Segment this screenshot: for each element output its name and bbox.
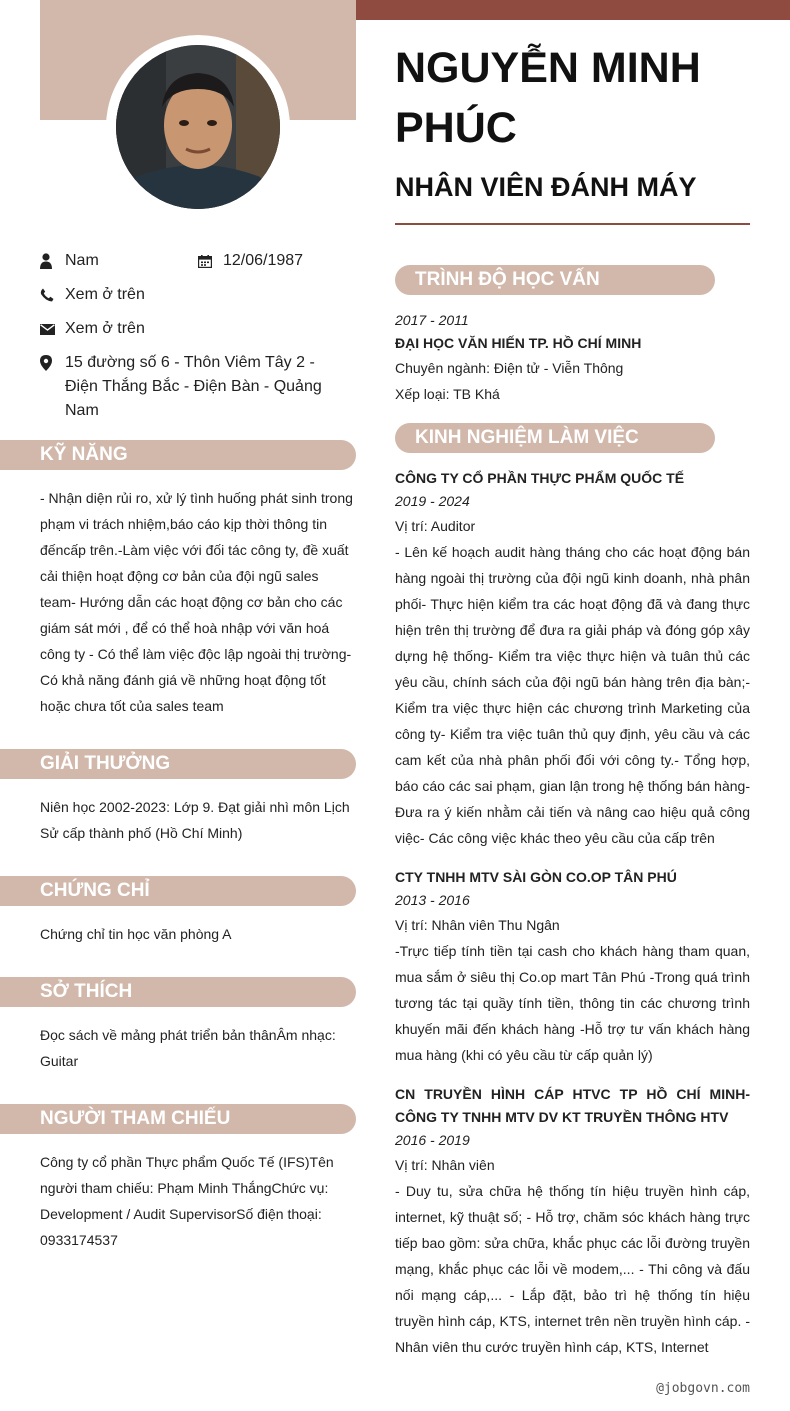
candidate-name: NGUYỄN MINH PHÚC: [395, 44, 701, 152]
email-row: [40, 317, 145, 341]
avatar: [106, 35, 290, 219]
job-period: 2019 - 2024: [395, 493, 470, 509]
top-accent-bar: [356, 0, 790, 20]
job-company: CÔNG TY CỔ PHẦN THỰC PHẨM QUỐC TẾ: [395, 470, 685, 486]
birthdate-value: 12/06/1987: [223, 252, 304, 269]
job-description: - Lên kế hoạch audit hàng tháng cho các hoạt động bán hàng ngoài thị trường của đội ngũ kinh doanh, nhà phân phối- Thực hiện kiểm tra các hoạt động đã và đang thực hiện trên thị trường để đưa ra giải pháp và đóng góp xây dựng hệ thống- Kiểm tra việc thực hiện và tuân thủ các yêu cầu, chính sách của đội ngũ bán hàng trên địa bàn;- Kiểm tra việc thực hiện các chương trình Marketing của công ty- Kiểm tra việc tuân thủ quy định, yêu cầu và các cam kết của nhà phân phối đối với công ty.- Tổng hợp, báo cáo các sai phạm, gian lận trong hệ thống bán hàng- Đưa ra ý kiến nhằm cải tiến và nâng cao hiệu quả công việc- Các công việc khác theo yêu cầu của cấp trên: [395, 544, 750, 846]
job-title: NHÂN VIÊN ĐÁNH MÁY: [395, 172, 697, 202]
phone-value: Xem ở trên: [65, 286, 145, 303]
job-company: CN TRUYỀN HÌNH CÁP HTVC TP HỒ CHÍ MINH- CÔNG TY TNHH MTV DV KT TRUYỀN THÔNG HTV: [395, 1086, 750, 1125]
location-icon: [40, 351, 65, 375]
references-text: Công ty cổ phần Thực phẩm Quốc Tế (IFS)Tên người tham chiếu: Phạm Minh ThắngChức vụ: Development / Audit SupervisorSố điện thoại: 0933174537: [40, 1154, 334, 1248]
education-grade: Xếp loại: TB Khá: [395, 386, 500, 402]
job-company: CTY TNHH MTV SÀI GÒN CO.OP TÂN PHÚ: [395, 869, 677, 885]
education-heading: TRÌNH ĐỘ HỌC VẤN: [395, 265, 715, 295]
hobbies-text: Đọc sách về mảng phát triển bản thânÂm nhạc: Guitar: [40, 1027, 336, 1069]
phone-row: [40, 283, 145, 307]
job-entry: [395, 467, 750, 851]
gender-row: [40, 249, 99, 273]
mail-icon: [40, 317, 65, 341]
certificates-text: Chứng chỉ tin học văn phòng A: [40, 926, 232, 942]
skills-heading: KỸ NĂNG: [0, 440, 356, 470]
job-position: Vị trí: Nhân viên: [395, 1157, 495, 1173]
job-period: 2013 - 2016: [395, 892, 470, 908]
job-entry: [395, 1083, 750, 1360]
address-value: 15 đường số 6 - Thôn Viêm Tây 2 - Điện Thắng Bắc - Điện Bàn - Quảng Nam: [65, 354, 322, 419]
job-position: Vị trí: Nhân viên Thu Ngân: [395, 917, 560, 933]
skills-text: - Nhận diện rủi ro, xử lý tình huống phát sinh trong phạm vi trách nhiệm,báo cáo kịp thời thông tin đếncấp trên.-Làm việc với đối tác công ty, đề xuất cải thiện hoạt động cơ bản của đội ngũ sales team- Hướng dẫn các hoạt động cơ bản cho các giám sát mới , để có thể hoà nhập với văn hoá công ty - Có thể làm việc độc lập ngoài thị trường-Có khả năng đánh giá về những hoạt động tốt hoặc chưa tốt của sales team: [40, 490, 353, 714]
job-description: -Trực tiếp tính tiền tại cash cho khách hàng tham quan, mua sắm ở siêu thị Co.op mart Tân Phú -Trong quá trình tương tác tại quầy tính tiền, thông tin các chương trình khuyến mãi đến khách hàng -Hỗ trợ tư vấn khách hàng mua hàng (khi có yêu cầu từ cấp quản lý): [395, 943, 750, 1063]
birthdate-row: [198, 249, 303, 273]
awards-heading: GIẢI THƯỞNG: [0, 749, 356, 779]
job-description: - Duy tu, sửa chữa hệ thống tín hiệu truyền hình cáp, internet, kỹ thuật số; - Hỗ trợ, chăm sóc khách hàng trực tiếp bao gồm: sửa chữa, khắc phục các lỗi đường truyền mạng, khắc phục các lỗi về modem,... - Thi công và đấu nối mạng cáp,... - Lắp đặt, bảo trì hệ thống tín hiệu truyền hình cáp, KTS, internet trên nền truyền hình cáp. - Nhân viên thu cước truyền hình cáp, KTS, Internet: [395, 1183, 750, 1355]
title-divider: [395, 223, 750, 225]
address-row: [40, 351, 340, 423]
profile-photo-illustration: [116, 45, 280, 209]
profile-photo: [116, 45, 280, 209]
experience-heading: KINH NGHIỆM LÀM VIỆC: [395, 423, 715, 453]
education-period: 2017 - 2011: [395, 312, 469, 328]
person-icon: [40, 249, 65, 273]
job-entry: [395, 866, 750, 1068]
hobbies-heading: SỞ THÍCH: [0, 977, 356, 1007]
references-heading: NGƯỜI THAM CHIẾU: [0, 1104, 356, 1134]
gender-value: Nam: [65, 252, 99, 269]
education-major: Chuyên ngành: Điện tử - Viễn Thông: [395, 360, 624, 376]
email-value: Xem ở trên: [65, 320, 145, 337]
education-entry: [395, 309, 750, 407]
awards-text: Niên học 2002-2023: Lớp 9. Đạt giải nhì môn Lịch Sử cấp thành phố (Hồ Chí Minh): [40, 799, 350, 841]
phone-icon: [40, 283, 65, 307]
job-period: 2016 - 2019: [395, 1132, 470, 1148]
job-position: Vị trí: Auditor: [395, 518, 476, 534]
footer-watermark: @jobgovn.com: [656, 1381, 750, 1396]
calendar-icon: [198, 249, 223, 273]
education-school: ĐẠI HỌC VĂN HIẾN TP. HỒ CHÍ MINH: [395, 335, 642, 351]
certificates-heading: CHỨNG CHỈ: [0, 876, 356, 906]
